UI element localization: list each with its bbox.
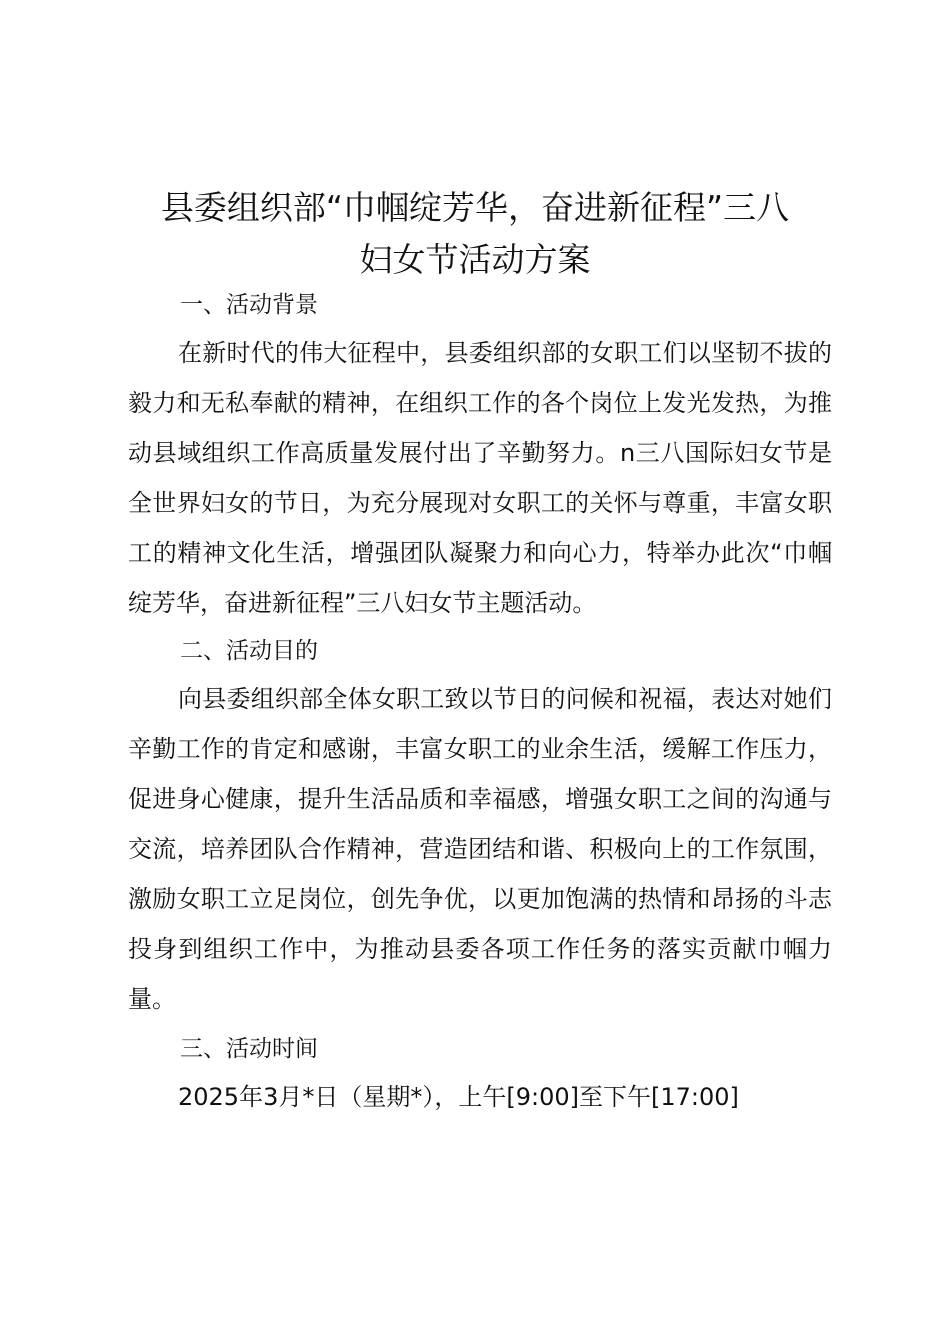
section-body-background: 在新时代的伟大征程中，县委组织部的女职工们以坚韧不拔的毅力和无私奉献的精神，在组织工作的各个岗位上发光发热，为推动县域组织工作高质量发展付出了辛勤努力。n三八国际妇女节是全世界妇女的节日，为充分展现对女职工的关怀与尊重，丰富女职工的精神文化生活，增强团队凝聚力和向心力，特举办此次“巾帼绽芳华，奋进新征程”三八妇女节主题活动。 <box>128 339 832 617</box>
title-line-1: 县委组织部“巾帼绽芳华，奋进新征程”三八 <box>160 188 790 227</box>
document-title <box>110 182 840 286</box>
section-heading-time: 三、活动时间 <box>180 1036 318 1062</box>
section-body-time: 2025年3月*日（星期*），上午[9:00]至下午[17:00] <box>178 1083 739 1111</box>
title-line-2: 妇女节活动方案 <box>359 240 591 279</box>
section-heading-purpose: 二、活动目的 <box>180 638 318 664</box>
section-heading-background: 一、活动背景 <box>180 292 318 318</box>
document-body <box>128 282 832 1122</box>
section-body-purpose: 向县委组织部全体女职工致以节日的问候和祝福，表达对她们辛勤工作的肯定和感谢，丰富女职工的业余生活，缓解工作压力，促进身心健康，提升生活品质和幸福感，增强女职工之间的沟通与交流，培养团队合作精神，营造团结和谐、积极向上的工作氛围，激励女职工立足岗位，创先争优，以更加饱满的热情和昂扬的斗志投身到组织工作中，为推动县委各项工作任务的落实贡献巾帼力量。 <box>128 685 832 1013</box>
